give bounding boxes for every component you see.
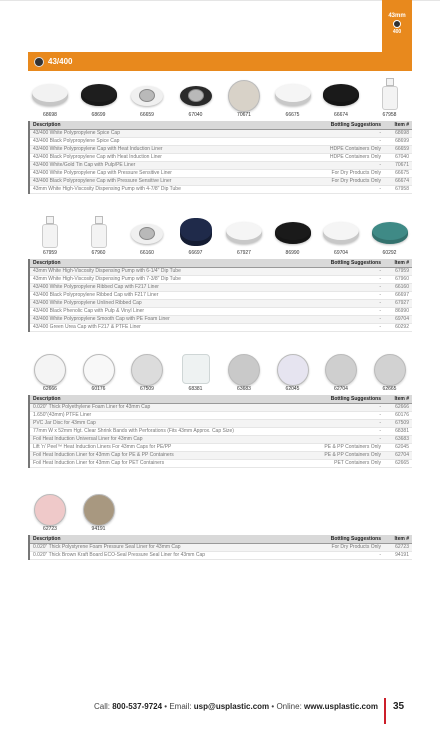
row-item: 60176 (384, 411, 412, 419)
product-code: 63683 (237, 386, 251, 392)
product-tile[interactable] (319, 216, 363, 260)
product-code: 66659 (140, 112, 154, 118)
product-code: 62045 (285, 386, 300, 392)
product-tile[interactable] (125, 78, 169, 122)
pump-image (380, 78, 400, 110)
row-item: 94191 (384, 551, 412, 559)
table-row[interactable] (29, 427, 412, 435)
product-tile[interactable] (77, 78, 121, 122)
cap-image (323, 222, 359, 244)
row-description: 43/400 White Polypropylene Cap with Pressure Sensitive Liner (29, 169, 288, 177)
product-tile[interactable] (368, 216, 412, 260)
row-item: 66675 (384, 169, 412, 177)
cap-icon (34, 57, 44, 67)
contact-line (94, 702, 378, 711)
row-suggestion: - (289, 315, 384, 323)
row-suggestion: - (288, 129, 384, 137)
row-item: 62045 (384, 443, 412, 451)
row-item: 67958 (384, 185, 412, 193)
row-description: 43/400 Black Polypropylene Ribbed Cap with F217 Liner (29, 291, 289, 299)
product-code: 62723 (43, 526, 57, 532)
product-code: 62704 (334, 386, 348, 392)
row-description: 43/400 Black Polypropylene Cap with Pressure Sensitive Liner (29, 177, 288, 185)
product-code: 62665 (382, 386, 397, 392)
col-description: Description (29, 121, 288, 129)
product-section (28, 216, 412, 350)
row-item: 69704 (384, 315, 412, 323)
table-row[interactable] (29, 451, 412, 459)
email-link[interactable]: usp@usplastic.com (193, 702, 270, 711)
product-tile[interactable] (174, 216, 218, 260)
product-code: 60176 (91, 386, 106, 392)
product-section (28, 78, 412, 212)
row-suggestion: HDPE Containers Only (288, 145, 384, 153)
row-suggestion: - (289, 323, 384, 331)
separator-dot: • (164, 702, 168, 711)
row-item: 62665 (384, 459, 412, 467)
cap-image (32, 84, 68, 106)
table-row[interactable] (29, 145, 412, 153)
product-table (28, 121, 412, 194)
table-header (29, 259, 412, 267)
liner-disc-image (83, 494, 115, 526)
col-item: Item # (384, 121, 412, 129)
table-row[interactable] (29, 543, 412, 551)
tab-sub: 400 (392, 29, 402, 35)
product-code: 67958 (382, 112, 397, 118)
table-row[interactable] (29, 435, 412, 443)
pump-image (40, 216, 60, 248)
row-item: 68381 (384, 427, 412, 435)
row-suggestion: - (288, 185, 384, 193)
row-item: 67960 (384, 275, 412, 283)
row-description: 0.020" Thick Polystyrene Foam Pressure Seal Liner for 43mm Cap (29, 543, 299, 551)
website-link[interactable]: www.usplastic.com (304, 702, 378, 711)
table-header (29, 535, 412, 543)
table-row[interactable] (29, 299, 412, 307)
product-code: 66160 (140, 250, 154, 256)
cap-image (323, 84, 359, 106)
liner-disc-image (34, 494, 66, 526)
product-table (28, 535, 412, 560)
product-tile[interactable] (77, 216, 121, 260)
row-description: 43/400 White Polypropylene Unlined Ribbed Cap (29, 299, 289, 307)
row-suggestion: - (289, 299, 384, 307)
table-row[interactable] (29, 177, 412, 185)
row-description: 43/400 White Polypropylene Ribbed Cap with F217 Liner (29, 283, 289, 291)
product-tile[interactable] (319, 352, 363, 396)
row-item: 67040 (384, 153, 412, 161)
product-code: 62666 (43, 386, 57, 392)
table-row[interactable] (29, 551, 412, 559)
product-code: 67959 (43, 250, 57, 256)
liner-disc-image (83, 354, 115, 386)
product-code: 66674 (334, 112, 348, 118)
product-code: 70671 (237, 112, 251, 118)
online-label: Online: (276, 702, 302, 711)
row-description: 43/400 Black Polypropylene Cap with Heat Induction Liner (29, 153, 288, 161)
table-row[interactable] (29, 403, 412, 411)
row-suggestion: - (302, 427, 384, 435)
row-description: 43/400 White Polypropylene Smooth Cap with PE Foam Liner (29, 315, 289, 323)
row-suggestion: For Dry Products Only (288, 177, 384, 185)
row-suggestion: - (288, 161, 384, 169)
liner-disc-image (228, 80, 260, 112)
pump-image (89, 216, 109, 248)
row-description: 43/400 Black Phenolic Cap with Pulp & Vinyl Liner (29, 307, 289, 315)
product-tile[interactable] (319, 78, 363, 122)
product-tile[interactable] (174, 352, 218, 396)
row-item: 68698 (384, 129, 412, 137)
product-tile[interactable] (271, 216, 315, 260)
row-suggestion: - (289, 307, 384, 315)
row-suggestion: - (289, 283, 384, 291)
product-table (28, 259, 412, 332)
liner-disc-image (131, 354, 163, 386)
col-suggestions: Bottling Suggestions (288, 121, 384, 129)
row-description: 43/400 White Polypropylene Spice Cap (29, 129, 288, 137)
table-row[interactable] (29, 185, 412, 193)
row-item: 66160 (384, 283, 412, 291)
table-row[interactable] (29, 275, 412, 283)
product-code: 68381 (188, 386, 203, 392)
row-item: 68699 (384, 137, 412, 145)
product-tile[interactable] (222, 78, 266, 122)
col-item: Item # (384, 395, 412, 403)
tab-label: 43mm (388, 13, 406, 19)
product-table (28, 395, 412, 468)
row-item: 66674 (384, 177, 412, 185)
row-item: 70671 (384, 161, 412, 169)
row-suggestion: PE & PP Containers Only (302, 451, 384, 459)
row-suggestion: HDPE Containers Only (288, 153, 384, 161)
cap-image (226, 222, 262, 244)
cap-image (275, 222, 311, 244)
row-description: 43mm White High-Viscosity Dispensing Pump with 6-1/4" Dip Tube (29, 267, 289, 275)
product-code: 66697 (188, 250, 203, 256)
product-row (28, 352, 412, 396)
table-row[interactable] (29, 443, 412, 451)
section-header (28, 52, 412, 71)
product-code: 67040 (188, 112, 203, 118)
row-suggestion: - (302, 411, 384, 419)
table-row[interactable] (29, 283, 412, 291)
top-rule (0, 0, 440, 1)
table-row[interactable] (29, 315, 412, 323)
product-tile[interactable] (28, 78, 72, 122)
row-item: 60292 (384, 323, 412, 331)
product-code: 67927 (237, 250, 251, 256)
product-tile[interactable] (77, 352, 121, 396)
row-item: 66697 (384, 291, 412, 299)
product-code: 67960 (91, 250, 106, 256)
liner-disc-image (374, 354, 406, 386)
cap-image (180, 218, 212, 246)
row-suggestion: - (302, 435, 384, 443)
row-item: 63683 (384, 435, 412, 443)
row-suggestion: - (289, 291, 384, 299)
row-description: 0.020" Thick Polyethylene Foam Liner for 43mm Cap (29, 403, 302, 411)
row-item: 62704 (384, 451, 412, 459)
row-description: 43mm White High-Viscosity Dispensing Pump with 4-7/8" Dip Tube (29, 185, 288, 193)
liner-disc-image (34, 354, 66, 386)
row-description: 43mm White High-Viscosity Dispensing Pump with 7-3/8" Dip Tube (29, 275, 289, 283)
product-tile[interactable] (271, 78, 315, 122)
table-row[interactable] (29, 267, 412, 275)
product-row (28, 492, 412, 536)
product-tile[interactable] (222, 216, 266, 260)
product-tile[interactable] (368, 78, 412, 122)
row-description: 43/400 Black Polypropylene Spice Cap (29, 137, 288, 145)
product-code: 68699 (91, 112, 106, 118)
col-item: Item # (384, 259, 412, 267)
product-code: 60292 (382, 250, 397, 256)
product-tile[interactable] (28, 492, 72, 536)
row-item: 67959 (384, 267, 412, 275)
cap-with-liner-image (131, 224, 163, 244)
col-description: Description (29, 535, 299, 543)
row-description: 1.650"(43mm) PTFE Liner (29, 411, 302, 419)
liner-disc-image (325, 354, 357, 386)
row-suggestion: - (299, 551, 384, 559)
table-row[interactable] (29, 291, 412, 299)
row-item: 86990 (384, 307, 412, 315)
table-row[interactable] (29, 169, 412, 177)
footer-divider (384, 698, 386, 724)
page-footer (0, 698, 440, 718)
table-header (29, 121, 412, 129)
product-code: 68698 (43, 112, 57, 118)
product-section (28, 352, 412, 486)
row-description: 0.020" Thick Brown Kraft Board ECO-Seal Pressure Seal Liner for 43mm Cap (29, 551, 299, 559)
col-description: Description (29, 259, 289, 267)
table-row[interactable] (29, 307, 412, 315)
product-tile[interactable] (125, 352, 169, 396)
row-suggestion: - (302, 419, 384, 427)
cap-icon (393, 20, 401, 28)
table-row[interactable] (29, 459, 412, 467)
row-description: 43/400 Green Urea Cap with F217 & PTFE Liner (29, 323, 289, 331)
product-tile[interactable] (222, 352, 266, 396)
product-tile[interactable] (28, 352, 72, 396)
section-title: 43/400 (48, 57, 73, 66)
call-label: Call: (93, 702, 110, 711)
product-code: 94191 (91, 526, 106, 532)
row-description: Foil Heat Induction Universal Liner for 43mm Cap (29, 435, 302, 443)
product-tile[interactable] (368, 352, 412, 396)
size-tab (382, 0, 412, 52)
email-label: Email: (169, 702, 192, 711)
row-description: Foil Heat Induction Liner for 43mm Cap for PET Containers (29, 459, 302, 467)
product-tile[interactable] (28, 216, 72, 260)
product-code: 67509 (140, 386, 154, 392)
product-row (28, 78, 412, 122)
row-description: 77mm W x 52mm Hgt. Clear Shrink Bands with Perforations (Fits 43mm Approx. Cap Size) (29, 427, 302, 435)
product-section (28, 492, 412, 568)
row-suggestion: - (289, 267, 384, 275)
product-row (28, 216, 412, 260)
row-suggestion: For Dry Products Only (299, 543, 384, 551)
table-row[interactable] (29, 137, 412, 145)
liner-disc-image (228, 354, 260, 386)
col-suggestions: Bottling Suggestions (289, 259, 384, 267)
row-item: 67509 (384, 419, 412, 427)
product-tile[interactable] (77, 492, 121, 536)
row-item: 66659 (384, 145, 412, 153)
table-row[interactable] (29, 153, 412, 161)
product-tile[interactable] (271, 352, 315, 396)
row-description: 43/400 White/Gold Tin Cap with Pulp/PE Liner (29, 161, 288, 169)
col-suggestions: Bottling Suggestions (302, 395, 384, 403)
cap-image (372, 222, 408, 244)
shrink-band-image (182, 354, 210, 384)
product-code: 66675 (285, 112, 300, 118)
phone-number: 800-537-9724 (112, 702, 163, 711)
page-number: 35 (393, 701, 405, 712)
row-description: Lift 'n' Peel™ Heat Induction Liners For 43mm Caps for PE/PP (29, 443, 302, 451)
table-row[interactable] (29, 419, 412, 427)
row-description: Foil Heat Induction Liner for 43mm Cap for PE & PP Containers (29, 451, 302, 459)
cap-image (81, 84, 117, 106)
row-suggestion: PET Containers Only (302, 459, 384, 467)
separator-dot: • (271, 702, 275, 711)
row-suggestion: - (289, 275, 384, 283)
table-row[interactable] (29, 129, 412, 137)
row-suggestion: PE & PP Containers Only (302, 443, 384, 451)
col-suggestions: Bottling Suggestions (299, 535, 384, 543)
product-code: 69704 (334, 250, 348, 256)
row-item: 62666 (384, 403, 412, 411)
row-suggestion: For Dry Products Only (288, 169, 384, 177)
table-row[interactable] (29, 411, 412, 419)
product-tile[interactable] (125, 216, 169, 260)
row-suggestion: - (302, 403, 384, 411)
liner-disc-image (277, 354, 309, 386)
row-suggestion: - (288, 137, 384, 145)
table-row[interactable] (29, 161, 412, 169)
table-row[interactable] (29, 323, 412, 331)
cap-with-liner-image (131, 86, 163, 106)
cap-image (275, 84, 311, 106)
row-item: 62723 (384, 543, 412, 551)
row-item: 67927 (384, 299, 412, 307)
table-header (29, 395, 412, 403)
col-description: Description (29, 395, 302, 403)
cap-with-liner-image (180, 86, 212, 106)
col-item: Item # (384, 535, 412, 543)
product-tile[interactable] (174, 78, 218, 122)
row-description: 43/400 White Polypropylene Cap with Heat Induction Liner (29, 145, 288, 153)
product-code: 86990 (285, 250, 300, 256)
row-description: PVC Jar Disc for 43mm Cap (29, 419, 302, 427)
